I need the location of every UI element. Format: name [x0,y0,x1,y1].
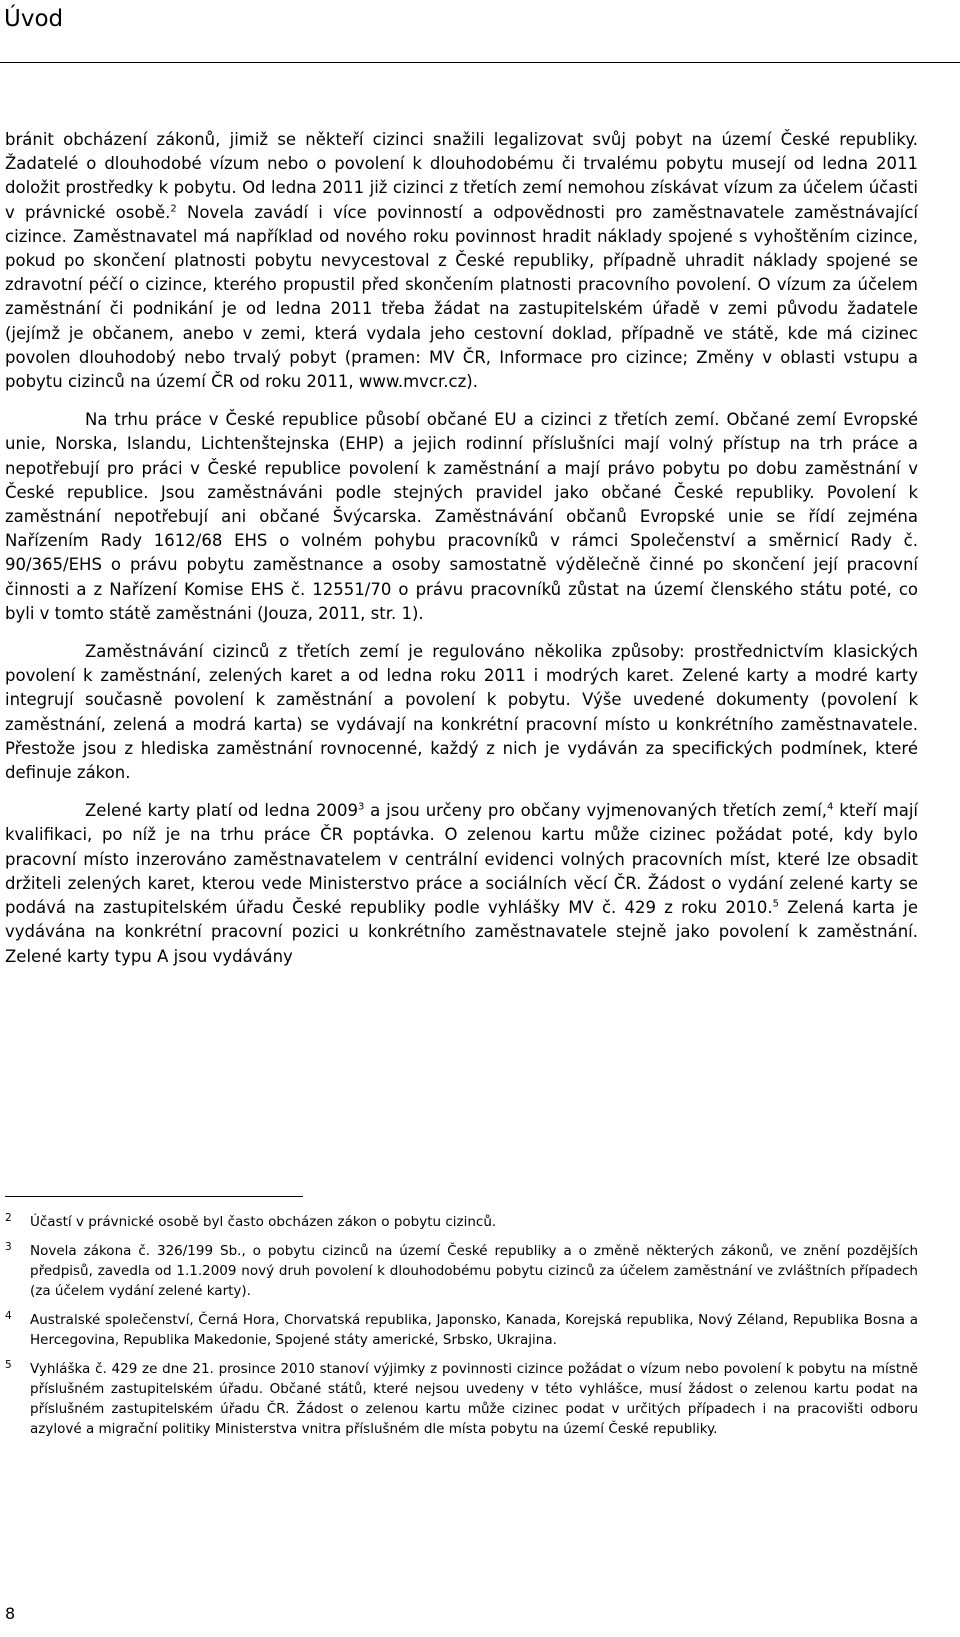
footnote-text: Australské společenství, Černá Hora, Chorvatská republika, Japonsko, Kanada, Korejská republika, Nový Zéland, Republika Bosna a Hercegovina, Republika Makedonie, Spojené státy americké, Srbsko, Ukrajina. [30,1312,918,1348]
text-run: Zelené karty platí od ledna 2009 [85,801,358,821]
footnote-ref-5[interactable]: 5 [772,898,780,910]
footnote-3 [5,1241,918,1301]
footnote-ref-3[interactable]: 3 [357,801,365,813]
chapter-title: Úvod [4,6,64,32]
footnote-number: 5 [5,1359,12,1371]
footnote-number: 3 [5,1241,12,1253]
body-text [5,128,918,969]
footnote-number: 2 [5,1212,12,1224]
text-run: bránit obcházení zákonů, jimiž se někteří cizinci snažili legalizovat svůj pobyt na území České republiky. Žadatelé o dlouhodobé vízum nebo o povolení k dlouhodobému či trvalému pobytu musejí od ledna 2011 doložit prostředky k pobytu. Od ledna 2011 již cizinci z třetích zemí nemohou získávat vízum za účelem účasti v právnické osobě. [5,130,918,222]
page-header [0,0,960,63]
footnote-separator [5,1196,303,1197]
text-run: Zaměstnávání cizinců z třetích zemí je regulováno několika způsoby: prostřednictvím klasických povolení k zaměstnání, zelených karet a od ledna roku 2011 i modrých karet. Zelené karty a modré karty integrují současně povolení k zaměstnání a povolení k pobytu. Výše uvedené dokumenty (povolení k zaměstnání, zelená a modrá karta) se vydávají na konkrétní pracovní místo u konkrétního zaměstnavatele. Přestože jsou z hlediska zaměstnání rovnocenné, každý z nich je vydáván za specifických podmínek, které definuje zákon. [5,642,918,783]
footnote-2 [5,1212,918,1232]
paragraph-3 [5,640,918,785]
text-run: a jsou určeny pro občany vyjmenovaných třetích zemí, [364,801,828,821]
footnote-5 [5,1359,918,1439]
footnote-text: Novela zákona č. 326/199 Sb., o pobytu cizinců na území České republiky a o změně některých zákonů, ve znění pozdějších předpisů, zavedla od 1.1.2009 nový druh povolení k dlouhodobému pobytu cizinců za účelem zaměstnání ve zvláštních případech (za účelem vydání zelené karty). [30,1243,918,1299]
footnote-4 [5,1310,918,1350]
page-number: 8 [5,1604,16,1623]
footnote-ref-2[interactable]: 2 [170,203,177,215]
footnote-ref-4[interactable]: 4 [827,801,834,813]
text-run: Zelená karta je vydávána na konkrétní pracovní pozici u konkrétního zaměstnavatele stejně jako povolení k zaměstnání. Zelené karty typu A jsou vydávány [5,898,918,966]
footnote-text: Účastí v právnické osobě byl často obcházen zákon o pobytu cizinců. [30,1214,497,1230]
text-run: Na trhu práce v České republice působí občané EU a cizinci z třetích zemí. Občané zemí Evropské unie, Norska, Islandu, Lichtenštejnska (EHP) a jejich rodinní příslušníci mají volný přístup na trh práce a nepotřebují pro práci v České republice povolení k zaměstnání a mají právo pobytu po dobu zaměstnání v České republice. Jsou zaměstnáváni podle stejných pravidel jako občané České republiky. Povolení k zaměstnání nepotřebují ani občané Švýcarska. Zaměstnávání občanů Evropské unie se řídí zejména Nařízením Rady 1612/68 EHS o volném pohybu pracovníků v rámci Společenství a směrnicí Rady č. 90/365/EHS o právu pobytu zaměstnance a osoby samostatně výdělečně činné po skončení její pracovní činnosti a z Nařízení Komise EHS č. 12551/70 o právu pracovníků zůstat na území členského státu poté, co byli v tomto státě zaměstnáni (Jouza, 2011, str. 1). [5,410,918,623]
footnote-text: Vyhláška č. 429 ze dne 21. prosince 2010 stanoví výjimky z povinnosti cizince požádat o vízum nebo povolení k pobytu na místně příslušném zastupitelském úřadu. Občané států, které nejsou uvedeny v této vyhlášce, musí žádost o zelenou kartu podat na příslušném zastupitelském úřadu ČR. Žádost o zelenou kartu může cizinec podat v určitých případech i na pracovišti odboru azylové a migrační politiky Ministerstva vnitra příslušném dle místa pobytu na území České republiky. [30,1361,918,1437]
footnotes [5,1212,918,1439]
footnote-number: 4 [5,1310,12,1322]
paragraph-1 [5,128,918,394]
text-run: Novela zavádí i více povinností a odpovědnosti pro zaměstnavatele zaměstnávající cizince. Zaměstnavatel má například od nového roku povinnost hradit náklady spojené s vyhoštěním cizince, pokud po skončení platnosti pobytu nevycestoval z České republiky, případně uhradit náklady spojené se zdravotní péčí o cizince, kterého propustil před skončením platnosti pracovního povolení. O vízum za účelem zaměstnání či podnikání je od ledna 2011 třeba žádat na zastupitelském úřadě v zemi původu žadatele (jejímž je občanem, anebo v zemi, která vydala jeho cestovní doklad, případně ve státě, kde má cizinec povolen dlouhodobý nebo trvalý pobyt (pramen: MV ČR, Informace pro cizince; Změny v oblasti vstupu a pobytu cizinců na území ČR od roku 2011, www.mvcr.cz). [5,202,918,392]
paragraph-4 [5,799,918,968]
text-run: kteří mají kvalifikaci, po níž je na trhu práce ČR poptávka. O zelenou kartu může cizinec požádat poté, kdy bylo pracovní místo inzerováno zaměstnavatelem v centrální evidenci volných pracovních míst, které lze obsadit držiteli zelených karet, kterou vede Ministerstvo práce a sociálních věcí ČR. Žádost o vydání zelené karty se podává na zastupitelském úřadu České republiky podle vyhlášky MV č. 429 z roku 2010. [5,801,918,918]
paragraph-2 [5,408,918,626]
